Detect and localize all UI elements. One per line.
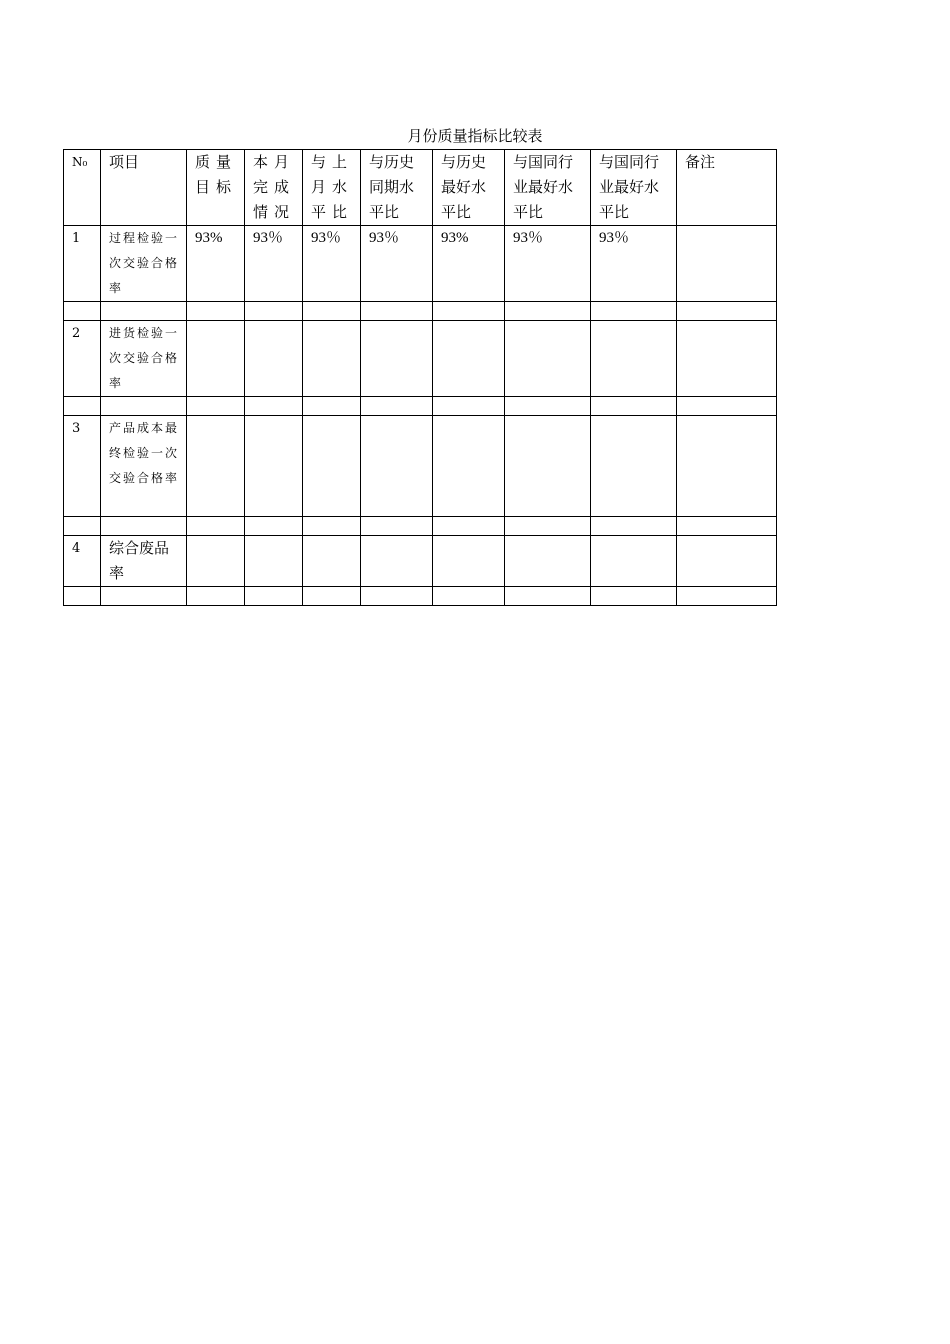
- row-remarks: [677, 226, 777, 302]
- header-hist-best: 与历史最好水平比: [433, 150, 505, 226]
- row-remarks: [677, 416, 777, 517]
- row-no: 4: [64, 536, 101, 587]
- row-target: [187, 321, 245, 397]
- row-domestic-best-1: [505, 321, 591, 397]
- row-completion: [245, 536, 303, 587]
- row-target: [187, 416, 245, 517]
- row-completion: [245, 321, 303, 397]
- table-row: [64, 416, 777, 517]
- row-hist-same: 93％: [361, 226, 433, 302]
- row-prev-month: [303, 536, 361, 587]
- row-domestic-best-1: [505, 416, 591, 517]
- row-remarks: [677, 536, 777, 587]
- table-spacer-row: [64, 587, 777, 606]
- row-hist-best: [433, 416, 505, 517]
- row-item: 进货检验一次交验合格率: [101, 321, 187, 397]
- header-domestic-best-1: 与国同行业最好水平比: [505, 150, 591, 226]
- row-remarks: [677, 321, 777, 397]
- header-remarks: 备注: [677, 150, 777, 226]
- row-item: 过程检验一次交验合格率: [101, 226, 187, 302]
- row-domestic-best-2: 93％: [591, 226, 677, 302]
- table-header-row: [64, 150, 777, 226]
- header-domestic-best-2: 与国同行业最好水平比: [591, 150, 677, 226]
- row-prev-month: 93％: [303, 226, 361, 302]
- row-prev-month: [303, 416, 361, 517]
- row-item: 综合废品率: [101, 536, 187, 587]
- row-hist-same: [361, 321, 433, 397]
- row-hist-best: [433, 536, 505, 587]
- row-domestic-best-2: [591, 536, 677, 587]
- row-domestic-best-1: 93％: [505, 226, 591, 302]
- table-row: [64, 536, 777, 587]
- row-domestic-best-2: [591, 416, 677, 517]
- header-hist-same: 与历史同期水平比: [361, 150, 433, 226]
- table-spacer-row: [64, 397, 777, 416]
- row-domestic-best-1: [505, 536, 591, 587]
- table-row: [64, 226, 777, 302]
- quality-comparison-table: [63, 149, 777, 606]
- page-title: 月份质量指标比较表: [407, 127, 543, 145]
- table-spacer-row: [64, 302, 777, 321]
- header-no: N₀: [64, 150, 101, 226]
- row-completion: 93％: [245, 226, 303, 302]
- row-hist-same: [361, 416, 433, 517]
- header-item: 项目: [101, 150, 187, 226]
- header-target: 质量目标: [187, 150, 245, 226]
- row-hist-same: [361, 536, 433, 587]
- row-no: 2: [64, 321, 101, 397]
- row-no: 1: [64, 226, 101, 302]
- row-prev-month: [303, 321, 361, 397]
- header-prev-month: 与上月水平比: [303, 150, 361, 226]
- row-hist-best: 93%: [433, 226, 505, 302]
- row-item: 产品成本最终检验一次交验合格率: [101, 416, 187, 517]
- row-target: 93%: [187, 226, 245, 302]
- header-completion: 本月完成情况: [245, 150, 303, 226]
- row-completion: [245, 416, 303, 517]
- row-hist-best: [433, 321, 505, 397]
- table-spacer-row: [64, 517, 777, 536]
- table-row: [64, 321, 777, 397]
- row-target: [187, 536, 245, 587]
- row-no: 3: [64, 416, 101, 517]
- row-domestic-best-2: [591, 321, 677, 397]
